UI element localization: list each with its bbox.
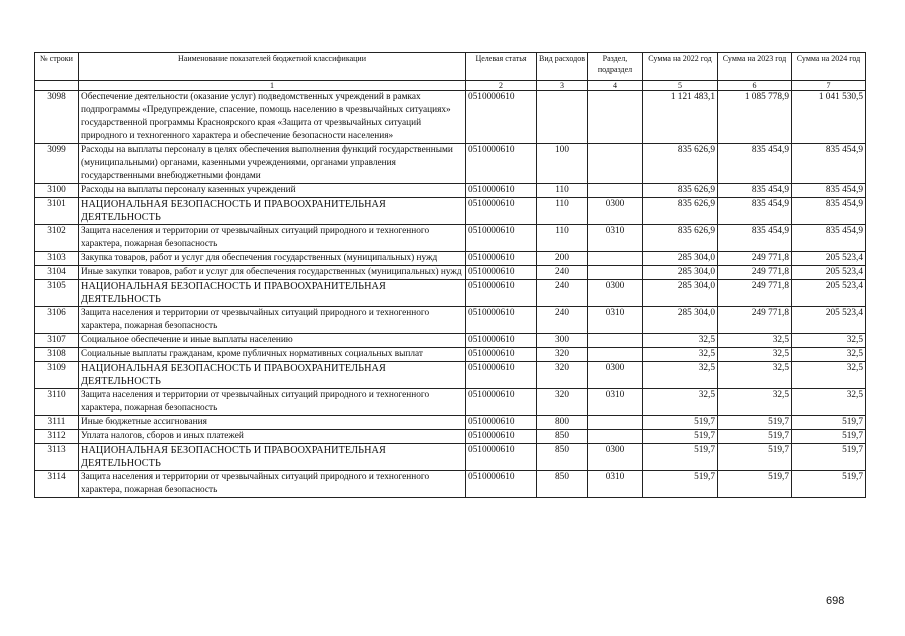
expense-type-cell — [537, 91, 588, 144]
target-article-cell: 0510000610 — [466, 444, 537, 471]
indicator-name-cell: Иные бюджетные ассигнования — [79, 416, 466, 430]
column-index: 6 — [718, 81, 792, 91]
sum-2022-cell: 519,7 — [643, 471, 718, 498]
indicator-name-cell: Социальные выплаты гражданам, кроме публичных нормативных социальных выплат — [79, 348, 466, 362]
sum-2024-cell: 519,7 — [792, 430, 866, 444]
section-cell — [588, 252, 643, 266]
section-cell — [588, 416, 643, 430]
target-article-cell: 0510000610 — [466, 144, 537, 184]
sum-2024-cell: 835 454,9 — [792, 144, 866, 184]
section-cell — [588, 144, 643, 184]
indicator-name-cell: Иные закупки товаров, работ и услуг для обеспечения государственных (муниципальных) нужд — [79, 266, 466, 280]
row-number-cell: 3114 — [35, 471, 79, 498]
row-number-cell: 3109 — [35, 362, 79, 389]
section-cell: 0300 — [588, 280, 643, 307]
sum-2022-cell: 285 304,0 — [643, 280, 718, 307]
row-number-cell: 3110 — [35, 389, 79, 416]
sum-2024-cell: 205 523,4 — [792, 307, 866, 334]
table-row — [35, 416, 866, 430]
row-number-cell: 3108 — [35, 348, 79, 362]
column-index: 1 — [79, 81, 466, 91]
sum-2023-cell: 32,5 — [718, 389, 792, 416]
header-row-number: № строки — [35, 53, 79, 81]
expense-type-cell: 110 — [537, 198, 588, 225]
sum-2024-cell: 835 454,9 — [792, 198, 866, 225]
header-target-article: Целевая статья — [466, 53, 537, 81]
target-article-cell: 0510000610 — [466, 198, 537, 225]
indicator-name-cell: Защита населения и территории от чрезвычайных ситуаций природного и техногенного характера, пожарная безопасность — [79, 225, 466, 252]
section-cell — [588, 348, 643, 362]
indicator-name-cell: Расходы на выплаты персоналу в целях обеспечения выполнения функций государственными (муниципальными) органами, казенными учреждениями, органами управления государственными внебюджетными фондами — [79, 144, 466, 184]
target-article-cell: 0510000610 — [466, 307, 537, 334]
header-section: Раздел, подраздел — [588, 53, 643, 81]
table-row — [35, 444, 866, 471]
table-header-row — [35, 53, 866, 81]
row-number-cell: 3098 — [35, 91, 79, 144]
indicator-name-cell: Социальное обеспечение и иные выплаты населению — [79, 334, 466, 348]
sum-2023-cell: 249 771,8 — [718, 266, 792, 280]
table-row — [35, 430, 866, 444]
row-number-cell: 3103 — [35, 252, 79, 266]
sum-2024-cell: 205 523,4 — [792, 280, 866, 307]
sum-2022-cell: 519,7 — [643, 416, 718, 430]
sum-2023-cell: 249 771,8 — [718, 280, 792, 307]
row-number-cell: 3111 — [35, 416, 79, 430]
table-row — [35, 91, 866, 144]
sum-2022-cell: 835 626,9 — [643, 144, 718, 184]
expense-type-cell: 320 — [537, 362, 588, 389]
sum-2022-cell: 32,5 — [643, 334, 718, 348]
header-sum-2023: Сумма на 2023 год — [718, 53, 792, 81]
sum-2024-cell: 32,5 — [792, 348, 866, 362]
indicator-name-cell: Защита населения и территории от чрезвычайных ситуаций природного и техногенного характера, пожарная безопасность — [79, 307, 466, 334]
header-sum-2022: Сумма на 2022 год — [643, 53, 718, 81]
header-sum-2024: Сумма на 2024 год — [792, 53, 866, 81]
expense-type-cell: 850 — [537, 430, 588, 444]
expense-type-cell: 110 — [537, 225, 588, 252]
table-row — [35, 198, 866, 225]
section-cell — [588, 184, 643, 198]
indicator-name-cell: Расходы на выплаты персоналу казенных учреждений — [79, 184, 466, 198]
row-number-cell: 3100 — [35, 184, 79, 198]
sum-2024-cell: 32,5 — [792, 334, 866, 348]
expense-type-cell: 110 — [537, 184, 588, 198]
sum-2022-cell: 519,7 — [643, 444, 718, 471]
target-article-cell: 0510000610 — [466, 184, 537, 198]
column-index: 5 — [643, 81, 718, 91]
expense-type-cell: 300 — [537, 334, 588, 348]
sum-2022-cell: 835 626,9 — [643, 198, 718, 225]
column-index: 7 — [792, 81, 866, 91]
sum-2024-cell: 835 454,9 — [792, 184, 866, 198]
expense-type-cell: 320 — [537, 389, 588, 416]
table-row — [35, 252, 866, 266]
sum-2022-cell: 32,5 — [643, 389, 718, 416]
sum-2023-cell: 835 454,9 — [718, 198, 792, 225]
section-cell: 0310 — [588, 225, 643, 252]
target-article-cell: 0510000610 — [466, 389, 537, 416]
target-article-cell: 0510000610 — [466, 348, 537, 362]
sum-2024-cell: 32,5 — [792, 389, 866, 416]
target-article-cell: 0510000610 — [466, 471, 537, 498]
table-row — [35, 389, 866, 416]
sum-2023-cell: 519,7 — [718, 416, 792, 430]
section-cell: 0300 — [588, 444, 643, 471]
column-index: 2 — [466, 81, 537, 91]
sum-2022-cell: 285 304,0 — [643, 266, 718, 280]
target-article-cell: 0510000610 — [466, 416, 537, 430]
sum-2023-cell: 249 771,8 — [718, 307, 792, 334]
sum-2024-cell: 519,7 — [792, 444, 866, 471]
sum-2023-cell: 835 454,9 — [718, 184, 792, 198]
sum-2022-cell: 835 626,9 — [643, 184, 718, 198]
indicator-name-cell: НАЦИОНАЛЬНАЯ БЕЗОПАСНОСТЬ И ПРАВООХРАНИТЕЛЬНАЯ ДЕЯТЕЛЬНОСТЬ — [79, 444, 466, 471]
table-row — [35, 471, 866, 498]
row-number-cell: 3101 — [35, 198, 79, 225]
sum-2024-cell: 205 523,4 — [792, 266, 866, 280]
row-number-cell: 3104 — [35, 266, 79, 280]
section-cell: 0310 — [588, 471, 643, 498]
sum-2024-cell: 205 523,4 — [792, 252, 866, 266]
page-number: 698 — [826, 595, 845, 607]
sum-2022-cell: 1 121 483,1 — [643, 91, 718, 144]
target-article-cell: 0510000610 — [466, 362, 537, 389]
target-article-cell: 0510000610 — [466, 91, 537, 144]
column-index: 3 — [537, 81, 588, 91]
indicator-name-cell: Защита населения и территории от чрезвычайных ситуаций природного и техногенного характера, пожарная безопасность — [79, 389, 466, 416]
section-cell: 0310 — [588, 389, 643, 416]
expense-type-cell: 850 — [537, 471, 588, 498]
sum-2024-cell: 1 041 530,5 — [792, 91, 866, 144]
target-article-cell: 0510000610 — [466, 266, 537, 280]
row-number-cell: 3099 — [35, 144, 79, 184]
sum-2023-cell: 32,5 — [718, 334, 792, 348]
table-row — [35, 225, 866, 252]
sum-2022-cell: 32,5 — [643, 362, 718, 389]
sum-2024-cell: 32,5 — [792, 362, 866, 389]
indicator-name-cell: НАЦИОНАЛЬНАЯ БЕЗОПАСНОСТЬ И ПРАВООХРАНИТЕЛЬНАЯ ДЕЯТЕЛЬНОСТЬ — [79, 198, 466, 225]
row-number-cell: 3107 — [35, 334, 79, 348]
row-number-cell: 3113 — [35, 444, 79, 471]
row-number-cell: 3112 — [35, 430, 79, 444]
expense-type-cell: 200 — [537, 252, 588, 266]
expense-type-cell: 240 — [537, 280, 588, 307]
section-cell: 0300 — [588, 198, 643, 225]
row-number-cell: 3102 — [35, 225, 79, 252]
table-row — [35, 334, 866, 348]
table-row — [35, 348, 866, 362]
table-row — [35, 144, 866, 184]
target-article-cell: 0510000610 — [466, 280, 537, 307]
sum-2024-cell: 835 454,9 — [792, 225, 866, 252]
expense-type-cell: 320 — [537, 348, 588, 362]
section-cell: 0300 — [588, 362, 643, 389]
table-row — [35, 307, 866, 334]
expense-type-cell: 240 — [537, 266, 588, 280]
sum-2024-cell: 519,7 — [792, 471, 866, 498]
expense-type-cell: 240 — [537, 307, 588, 334]
sum-2024-cell: 519,7 — [792, 416, 866, 430]
sum-2023-cell: 1 085 778,9 — [718, 91, 792, 144]
sum-2022-cell: 519,7 — [643, 430, 718, 444]
sum-2022-cell: 835 626,9 — [643, 225, 718, 252]
target-article-cell: 0510000610 — [466, 334, 537, 348]
sum-2022-cell: 32,5 — [643, 348, 718, 362]
table-row — [35, 266, 866, 280]
indicator-name-cell: Закупка товаров, работ и услуг для обеспечения государственных (муниципальных) нужд — [79, 252, 466, 266]
budget-table — [34, 52, 866, 498]
sum-2022-cell: 285 304,0 — [643, 307, 718, 334]
section-cell: 0310 — [588, 307, 643, 334]
table-body — [35, 91, 866, 498]
indicator-name-cell: Уплата налогов, сборов и иных платежей — [79, 430, 466, 444]
expense-type-cell: 850 — [537, 444, 588, 471]
header-expense-type: Вид расходов — [537, 53, 588, 81]
column-index-row — [35, 81, 866, 91]
indicator-name-cell: НАЦИОНАЛЬНАЯ БЕЗОПАСНОСТЬ И ПРАВООХРАНИТЕЛЬНАЯ ДЕЯТЕЛЬНОСТЬ — [79, 280, 466, 307]
indicator-name-cell: Защита населения и территории от чрезвычайных ситуаций природного и техногенного характера, пожарная безопасность — [79, 471, 466, 498]
header-indicator-name: Наименование показателей бюджетной классификации — [79, 53, 466, 81]
section-cell — [588, 266, 643, 280]
expense-type-cell: 100 — [537, 144, 588, 184]
sum-2023-cell: 519,7 — [718, 471, 792, 498]
sum-2023-cell: 249 771,8 — [718, 252, 792, 266]
sum-2023-cell: 32,5 — [718, 362, 792, 389]
row-number-cell: 3106 — [35, 307, 79, 334]
section-cell — [588, 430, 643, 444]
section-cell — [588, 91, 643, 144]
expense-type-cell: 800 — [537, 416, 588, 430]
indicator-name-cell: Обеспечение деятельности (оказание услуг) подведомственных учреждений в рамках подпрограммы «Предупреждение, спасение, помощь населению в чрезвычайных ситуациях» государственной программы Красноярского края «Защита от чрезвычайных ситуаций природного и техногенного характера и обеспечение безопасности населения» — [79, 91, 466, 144]
column-index — [35, 81, 79, 91]
indicator-name-cell: НАЦИОНАЛЬНАЯ БЕЗОПАСНОСТЬ И ПРАВООХРАНИТЕЛЬНАЯ ДЕЯТЕЛЬНОСТЬ — [79, 362, 466, 389]
target-article-cell: 0510000610 — [466, 252, 537, 266]
target-article-cell: 0510000610 — [466, 225, 537, 252]
row-number-cell: 3105 — [35, 280, 79, 307]
table-row — [35, 184, 866, 198]
sum-2023-cell: 835 454,9 — [718, 225, 792, 252]
sum-2023-cell: 519,7 — [718, 430, 792, 444]
sum-2023-cell: 835 454,9 — [718, 144, 792, 184]
sum-2023-cell: 32,5 — [718, 348, 792, 362]
column-index: 4 — [588, 81, 643, 91]
table-row — [35, 362, 866, 389]
table-row — [35, 280, 866, 307]
section-cell — [588, 334, 643, 348]
sum-2023-cell: 519,7 — [718, 444, 792, 471]
sum-2022-cell: 285 304,0 — [643, 252, 718, 266]
target-article-cell: 0510000610 — [466, 430, 537, 444]
